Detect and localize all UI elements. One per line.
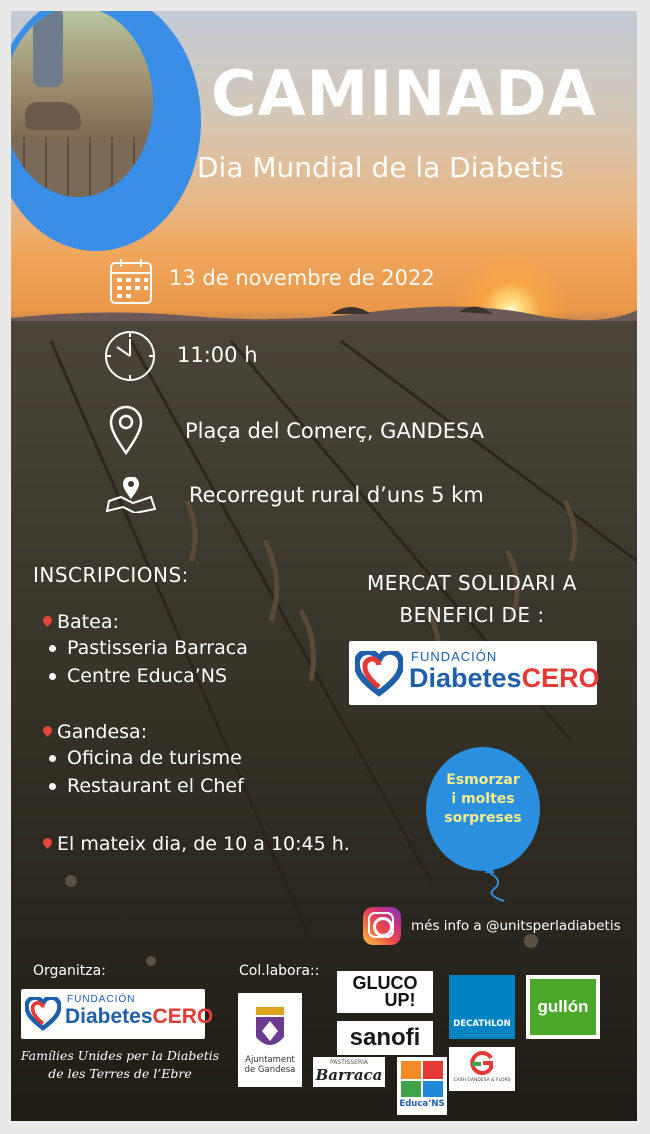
barraca-main: Barraca [315, 1066, 383, 1084]
logo-word-diabetes: Diabetes [409, 663, 522, 693]
inscription-group-batea [43, 611, 248, 693]
pin-icon [41, 614, 54, 627]
poster [11, 11, 637, 1121]
organiza-label: Organitza: [33, 963, 106, 979]
event-date: 13 de novembre de 2022 [169, 266, 435, 290]
event-place: Plaça del Comerç, GANDESA [185, 419, 485, 443]
map-route-icon [105, 477, 157, 513]
balloon-line: sorpreses [444, 810, 522, 826]
balloon-text [426, 771, 540, 828]
balloon-string [481, 863, 521, 903]
same-day-note [43, 833, 350, 855]
balloon-line: Esmorzar [446, 772, 520, 788]
cash-gandesa-logo [449, 1047, 515, 1091]
social-text[interactable]: més info a @unitsperladiabetis [411, 918, 621, 934]
town-label: Batea: [57, 611, 119, 633]
sanofi-text: sanofi [349, 1024, 421, 1051]
event-title: CAMINADA [211, 57, 597, 130]
calendar-icon [109, 257, 153, 305]
location-pin-icon [109, 405, 143, 455]
market-heading [337, 567, 607, 631]
inscription-group-gandesa [43, 721, 244, 803]
inscriptions-heading: INSCRIPCIONS: [33, 563, 189, 587]
fundacion-diabetescero-logo [349, 641, 600, 705]
gullon-text: gullón [537, 997, 589, 1016]
ajuntament-line: Ajuntament [245, 1055, 295, 1065]
logo-top-text: FUNDACIÓN [67, 994, 136, 1005]
event-time: 11:00 h [177, 343, 258, 367]
sanofi-logo [337, 1021, 433, 1055]
logo-word-cero: CERO [521, 663, 600, 693]
cash-text: CASH GANDESA & FLORS [453, 1078, 511, 1083]
heart-logo-icon [25, 997, 61, 1031]
event-subtitle: Dia Mundial de la Diabetis [197, 151, 565, 184]
clock-icon [103, 329, 157, 383]
coat-of-arms-icon [252, 1005, 288, 1055]
balloon-line: i moltes [451, 791, 515, 807]
colabora-label: Col.labora:: [239, 963, 320, 979]
script-line: Famílies Unides per la Diabetis [20, 1048, 220, 1063]
walking-feet-photo [11, 11, 153, 197]
pin-icon [41, 836, 54, 849]
gluco-line1: GLUCO [352, 973, 418, 993]
list-item: Centre Educa’NS [43, 665, 248, 687]
glucoup-logo [337, 971, 433, 1013]
organizer-diabetescero-logo [21, 989, 214, 1039]
educans-text: Educa’NS [399, 1099, 445, 1109]
barraca-top: PASTISSERIA [329, 1059, 369, 1066]
decathlon-text: DECATHLON [453, 1019, 511, 1029]
heart-logo-icon [355, 651, 403, 697]
gullon-logo [526, 975, 600, 1039]
organizer-script-text [15, 1047, 225, 1083]
ajuntament-gandesa-logo [238, 993, 302, 1087]
educans-logo [397, 1057, 447, 1115]
gluco-line2: UP! [384, 990, 416, 1010]
pastisseria-barraca-logo [313, 1057, 385, 1087]
list-item: Oficina de turisme [43, 747, 244, 769]
cash-g-icon [469, 1050, 495, 1076]
pin-icon [41, 724, 54, 737]
balloon [426, 747, 540, 871]
decathlon-logo [449, 975, 515, 1039]
logo-top-text: FUNDACIÓN [411, 649, 498, 664]
list-item: Pastisseria Barraca [43, 637, 248, 659]
event-route: Recorregut rural d’uns 5 km [189, 483, 484, 507]
logo-word-diabetes: Diabetes [65, 1005, 153, 1028]
town-label: Gandesa: [57, 721, 148, 743]
instagram-icon[interactable] [363, 907, 401, 945]
market-heading-line1: MERCAT SOLIDARI A [366, 571, 577, 595]
logo-word-cero: CERO [152, 1005, 214, 1028]
ajuntament-line: de Gandesa [244, 1065, 296, 1075]
script-line: de les Terres de l’Ebre [48, 1066, 192, 1081]
same-day-text: El mateix dia, de 10 a 10:45 h. [57, 833, 350, 855]
list-item: Restaurant el Chef [43, 775, 244, 797]
market-heading-line2: BENEFICI DE : [399, 603, 545, 627]
